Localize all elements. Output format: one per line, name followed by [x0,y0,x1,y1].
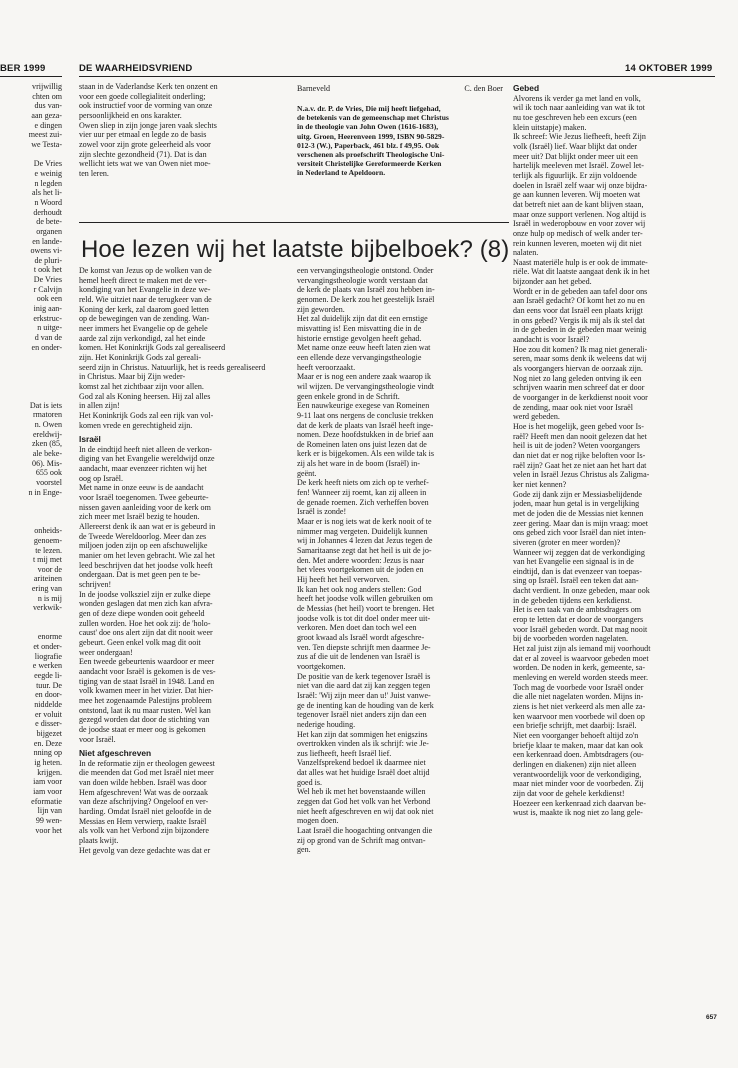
article-paragraph: In de reformatie zijn er theologen geweest die meenden dat God met Israël niet meer van doen wilde hebben. Israël was door Hem afgeschreven! Wat was de oorzaak van deze afschrijving? Ongeloof en ver- harding. Omdat Israël niet geloofde in de Messias en Hem verwierp, raakte Israël als volk van het Verbond zijn bijzondere plaats kwijt. Het gevolg van deze gedachte was dat er [79,758,215,855]
left-page-fragment: eformatie [31,796,62,806]
article-paragraph: Alvorens ik verder ga met land en volk, wil ik toch naar aanleiding van wat ik tot nu toe geschreven heb een excurs (een klein uitstapje) maken. Ik schreef: Wie Jezus liefheeft, heeft Zijn volk (Israël) lief. Waar blijkt dat onder meer uit? Dat blijkt onder meer uit een hartelijk meeleven met Israël. Zowel let- terlijk als figuurlijk. Er zijn voldoende doelen in Israël zelf waar wij onze bijdra- ge aan kunnen leveren. Wij moeten wat dat betreft niet aan de kant blijven staan, maar onze support verlenen. Nog altijd is Israël in wederopbouw en voor zover wij onze hulp op medisch of welk ander ter- rein kunnen leveren, moeten wij dit niet nalaten. Naast materiële hulp is er ook de immate- riële. Wat dit laatste aangaat denk ik in het bijzonder aan het gebed. Wordt er in de gebeden aan tafel door ons aan Israël gedacht? Of komt het zo nu en dan eens voor dat Israël een plaats krijgt in ons gebed? Vergis ik mij als ik stel dat in de gebeden in de gebeden maar weinig aandacht is voor Israël? Hoe zou dit komen? Ik mag niet generali- seren, maar soms denk ik weleens dat wij als voorgangers hiervan de oorzaak zijn. Nog niet zo lang geleden ontving ik een schrijven waarin men schreef dat er door de voorganger in de kerkdienst nooit voor de zending, maar ook niet voor Israël werd gebeden. Hoe is het mogelijk, geen gebed voor Is- raël? Heeft men dan nooit gelezen dat het heil is uit de joden? Weten voorgangers dan niet dat er nog rijke beloften voor Is- raël zijn? Gaat het ze niet aan het hart dat velen in Israël Jezus Christus als Zaligma- ker niet kennen? Gode zij dank zijn er Messiasbelijdende joden, maar hun getal is in vergelijking met de joden die de Messias niet kennen zeer gering. Maar dan is mijn vraag: moet ons gebed zich voor Israël dan niet inten- siveren (groter en meer worden)? Wanneer wij zeggen dat de verkondiging van het Evangelie een signaal is in de eindtijd, dan is dat evenzeer van toepas- sing op Israël. Israël een teken dat aan- dacht verdient. In onze gebeden, maar ook in de gebeden tijdens een kerkdienst. Het is een taak van de ambtsdragers om erop te letten dat er door de voorgangers voor Israël gebeden wordt. Dat mag nooit bij de voorbeden worden nagelaten. Het zal juist zijn als iemand mij voorhoudt dat er al zoveel is waarvoor gebeden moet worden. De noden in kerk, gemeente, sa- menleving en wereld worden steeds meer. Toch mag de voorbede voor Israël onder die alle niet nagelaten worden. Mijns in- ziens is het niet verkeerd als men alle za- ken waarvoor men voorbede wil doen op een briefje schrijft, met daarbij: Israël. Niet een voorganger behoeft altijd zo'n briefje klaar te maken, maar dat kan ook een kerkenraad doen. Ambtsdragers (ou- derlingen en diakenen) zijn niet alleen verantwoordelijk voor de verkondiging, maar niet minder voor de voorbeden. Zij zijn dat voor de gehele kerkdienst! Hoezeer een kerkenraad zich daarvan be- wust is, maakte ik nog niet zo lang gele- [513,93,651,818]
left-page-fragment [0,362,62,372]
left-page-fragment [0,352,62,362]
left-page-fragment: t ook het [33,265,62,275]
left-page-fragment: organen [36,226,62,236]
left-page-fragment: dus van- [34,101,62,111]
left-page-fragment: owens vi- [30,246,62,256]
left-page-fragment [0,623,62,633]
left-page-fragment: eegde li- [34,671,62,681]
left-page-fragment: voor de [37,564,62,574]
left-page-fragment: ariteinen [33,574,62,584]
article-column-3 [513,84,721,1012]
left-page-fragment: aan geza- [31,110,62,120]
page-number: 657 [706,1014,717,1021]
left-page-fragment: De Vries [33,275,62,285]
left-page-fragment [0,391,62,401]
article-title: Hoe lezen wij het laatste bijbelboek? (8) [81,236,510,263]
left-page-fragment: te lezen. [35,545,62,555]
article-separator [79,222,509,223]
prev-article-signature [297,84,503,93]
left-page-fragment [0,507,62,517]
left-page-fragment: ering van [31,584,62,594]
left-page-fragment: n is mij [37,593,62,603]
left-page-fragment: n Woord [34,197,62,207]
left-page-fragment: er voluit [34,709,62,719]
left-page-fragment: en door- [35,690,62,700]
left-page-fragment: n legden [34,178,62,188]
left-page-fragment: e werken [32,661,62,671]
left-page-fragment: krijgen. [37,767,62,777]
left-page-fragment: 06). Mis- [32,458,62,468]
left-page-fragment: meest zui- [28,130,62,140]
prev-article-column-1 [79,82,285,212]
left-page-fragment: n uitge- [37,323,62,333]
left-page-fragment: niddelde [34,700,62,709]
left-page-fragment [0,372,62,382]
left-page-fragment: e disser- [35,719,62,729]
left-page-fragment [0,497,62,507]
left-page-fragment: de bete- [36,217,62,227]
left-page-fragment: De Vries [33,159,62,169]
article-paragraph: De komst van Jezus op de wolken van de hemel heeft direct te maken met de ver- kondiging van het Evangelie in deze we- reld. Wie uitziet naar de terugkeer van de Koning der kerk, zal daarom goed letten op de bewegingen van de zending. Wan- neer immers het Evangelie op de gehele aarde zal zijn verkondigd, zal het einde komen. Het Koninkrijk Gods zal gerealiseerd zijn. Het Koninkrijk Gods zal gereali- seerd zijn in Christus. Natuurlijk, het is reeds gerealiseerd in Christus. Maar bij Zijn weder- komst zal het zichtbaar zijn voor allen. God zal als Koning heersen. Hij zal alles in allen zijn! Het Koninkrijk Gods zal een rijk van vol- komen vrede en gerechtigheid zijn. [79,266,266,430]
left-page-fragment: en onder- [31,342,62,352]
left-page-fragment: voorstel [36,477,62,487]
left-page-fragment: derhoudt [33,207,62,217]
left-page-fragment: genoem- [33,535,62,545]
left-page-fragment: n. Owen [34,419,62,429]
left-page-fragment: als het li- [32,188,62,198]
header-rule [79,76,715,77]
left-page-edge-column [0,82,62,1012]
left-page-fragment: 655 ook [35,468,62,478]
left-page-fragment: t mij met [32,555,62,565]
left-page-fragment: 99 wen- [35,815,62,825]
left-page-fragment: et onder- [33,642,62,652]
left-page-fragment: nning op [33,748,62,758]
article-paragraph: In de eindtijd heeft niet alleen de verkon- diging van het Evangelie wereldwijd onze aandacht, maar evenzeer richten wij het oog op Israël. Met name in onze eeuw is de aandacht voor Israël toegenomen. Twee gebeurte- nissen gaven aanleiding voor de kerk om zich meer met Israël bezig te houden. Allereerst denk ik aan wat er is gebeurd in de Tweede Wereldoorlog. Meer dan zes miljoen joden zijn op een afschuwelijke manier om het leven gebracht. Wie zal het leed beschrijven dat het joodse volk heeft ondergaan. Dat is met geen pen te be- schrijven! In de joodse volksziel zijn er zulke diepe wonden geslagen dat men zich kan afvra- gen of deze diepe wonden ooit geheeld zullen worden. Hoe het ook zij: de 'holo- caust' doe ons alert zijn dat dit nooit weer gebeurt. Geen enkel volk mag dit ooit weer ondergaan! Een tweede gebeurtenis waardoor er meer aandacht voor Israël is gekomen is de ves- tiging van de staat Israël in 1948. Land en volk kwamen meer in het vizier. Dat hier- mee het zogenaamde Palestijns probleem ontstond, laat ik nu maar rusten. Wel kan gezegd worden dat door de stichting van de joodse staat er meer oog is gekomen voor Israël. [79,444,216,744]
left-page-fragment: en lande- [32,236,62,246]
left-page-fragment: voor het [35,825,62,835]
left-page-fragment: inig aan- [33,304,62,314]
signature-place: Barneveld [297,84,331,93]
left-page-fragment: verkwik- [32,603,62,613]
publication-name: DE WAARHEIDSVRIEND [79,63,193,74]
left-page-fragment: iam voor [33,777,62,787]
left-page-fragment: ig heten. [34,757,62,767]
left-page-fragment: ook een [36,294,62,304]
signature-name: C. den Boer [464,84,503,93]
left-page-fragment: iam voor [33,786,62,796]
left-page-fragment: we Testa- [31,139,62,149]
left-page-fragment: onheids- [34,526,62,536]
section-heading: Niet afgeschreven [79,748,152,759]
section-heading: Israël [79,434,101,445]
left-page-fragment: e weinig [34,168,62,178]
left-page-fragment: de pluri- [34,255,62,265]
left-page-fragment: vrijwillig [32,82,62,91]
left-page-fragment: erkstruc- [33,313,62,323]
section-heading: Gebed [513,84,540,93]
left-page-fragment: n in Enge- [28,487,62,497]
left-header-rule [0,76,62,77]
left-page-fragment: e dingen [34,120,62,130]
left-page-fragment: tuur. De [36,680,62,690]
issue-date: 14 OKTOBER 1999 [625,63,713,74]
left-page-fragment [0,613,62,623]
article-column-1 [79,266,285,1012]
book-note: N.a.v. dr. P. de Vries, Die mij heeft liefgehad, de betekenis van de gemeenschap met Christus in de theologie van John Owen (1616-1683), uitg. Groen, Heerenveen 1999, ISBN 90-5829- 012-3 (W.), Paperback, 461 blz. f 49,95. Ook verschenen als proefschrift Theologische Uni- versiteit Christelijke Gereformeerde Kerken in Nederland te Apeldoorn. [297,104,449,178]
left-page-fragment: ale beke- [32,448,62,458]
article-paragraph: een vervangingstheologie ontstond. Onder vervangingstheologie wordt verstaan dat de kerk de plaats van Israël zou hebben in- genomen. De kerk zou het geestelijk Israël zijn geworden. Het zal duidelijk zijn dat dit een ernstige misvatting is! Een misvatting die in de historie ernstige gevolgen heeft gehad. Met name onze eeuw heeft laten zien wat een ellende deze vervangingstheologie heeft veroorzaakt. Maar er is nog een andere zaak waarop ik wil wijzen. De vervangingstheologie vindt geen enkele grond in de Schrift. Een nauwkeurige exegese van Romeinen 9-11 laat ons nergens de conclusie trekken dat de kerk de plaats van Israël heeft inge- nomen. Deze hoofdstukken in de brief aan de Romeinen laten ons juist lezen dat de kerk er is bijgekomen. Als een wilde tak is zij als het ware in de boom (Israël) in- geënt. De kerk heeft niets om zich op te verhef- fen! Wanneer zij roemt, kan zij alleen in de genade roemen. Zich verheffen boven Israël is zonde! Maar er is nog iets wat de kerk nooit of te nimmer mag vergeten. Duidelijk kunnen wij in Johannes 4 lezen dat Jezus tegen de Samaritaanse zegt dat het heil is uit de jo- den. Met andere woorden: Jezus is naar het vlees voortgekomen uit de joden en Hij heeft het heil verworven. Ik kan het ook nog anders stellen: God heeft het joodse volk willen gebruiken om de Messias (het heil) voort te brengen. Het joodse volk is tot dit doel onder meer uit- verkoren. Men doet dan toch wel een groot kwaad als Israël wordt afgeschre- ven. Ten diepste schrijft men daarmee Je- zus af die uit de lendenen van Israël is voortgekomen. De positie van de kerk tegenover Israël is niet van die aard dat zij kan zeggen tegen Israël: 'Wij zijn meer dan u!' Juist vanwe- ge de inenting kan de houding van de kerk tegenover Israël niet anders zijn dan een nederige houding. Het kan zijn dat sommigen het enigszins overtrokken vinden als ik schrijf: wie Je- zus liefheeft, heeft Israël lief. Vanzelfsprekend bedoel ik daarmee niet dat alles wat het huidige Israël doet altijd goed is. Wel heb ik met het bovenstaande willen zeggen dat God het volk van het Verbond niet heeft afgeschreven en wij dat ook niet mogen doen. Laat Israël die hoogachting ontvangen die zij op grond van de Schrift mag ontvan- gen. [297,266,435,855]
left-page-header-stub: BER 1999 [0,63,46,74]
left-page-fragment: enorme [37,632,62,642]
article-column-2 [297,266,505,1012]
left-page-fragment: liografie [34,651,62,661]
left-page-fragment: lijn van [37,806,62,816]
left-page-fragment: en. Deze [33,738,62,748]
left-page-fragment [0,150,62,160]
left-page-fragment: zken (85, [32,439,62,449]
left-page-fragment: r Calvijn [33,284,62,294]
left-page-fragment: bijgezet [36,728,62,738]
left-page-fragment [0,381,62,391]
left-page-fragment [0,517,62,527]
left-page-fragment: rmatoren [32,410,62,420]
left-page-fragment: ereldwij- [32,429,62,439]
left-page-fragment: d van de [34,333,62,343]
left-page-fragment: Dat is iets [29,400,62,410]
prev-article-text: staan in de Vaderlandse Kerk ten onzent en voor een goede collegialiteit onderling; ook instructief voor de vorming van onze persoonlijkheid en ons karakter. Owen sliep in zijn jonge jaren vaak slechts vier uur per etmaal en legde zo de basis zowel voor zijn grote geleerheid als voor zijn slechte gezondheid (71). Dat is dan wellicht iets wat we van Owen niet moe- ten leren. [79,82,218,178]
left-page-fragment: chten om [32,91,62,101]
